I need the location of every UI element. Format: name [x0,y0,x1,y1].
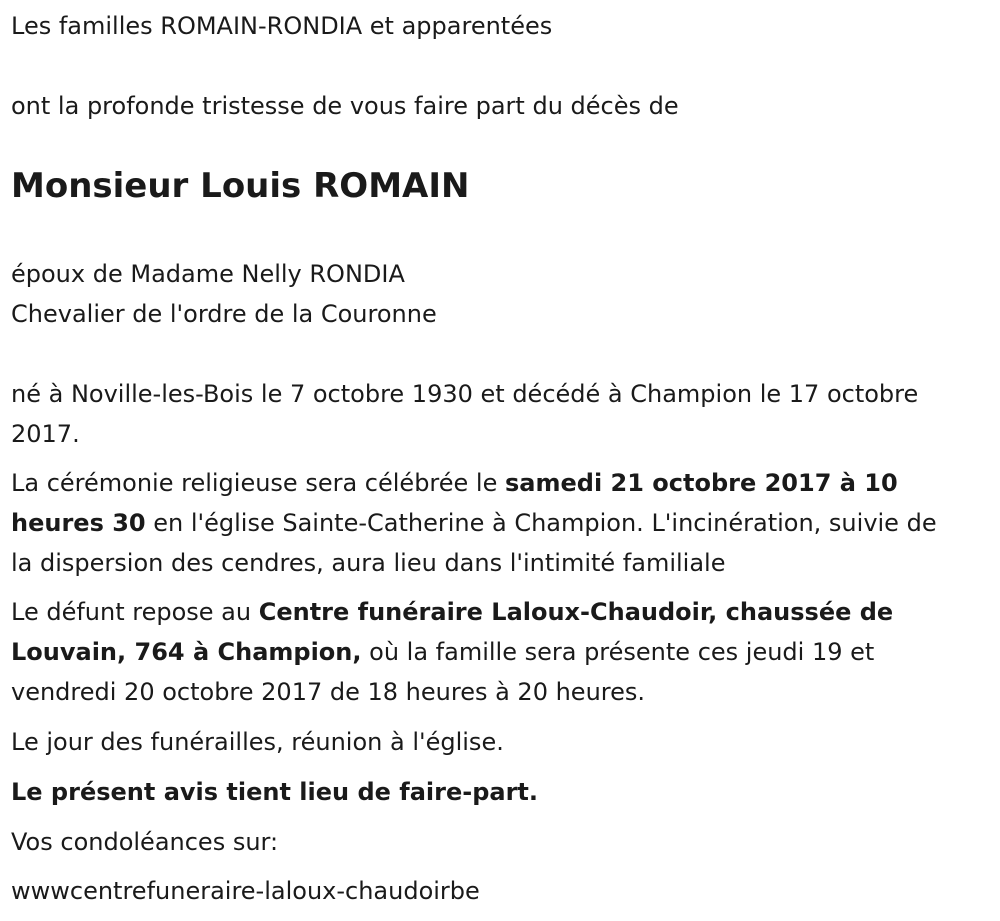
meeting-line: Le jour des funérailles, réunion à l'église. [11,728,504,756]
repose-paragraph [11,592,961,712]
repose-suffix: où la famille sera présente ces jeudi 19 et vendredi 20 octobre 2017 de 18 heures à 20 heures. [11,638,875,706]
notice-statement: Le présent avis tient lieu de faire-part. [11,778,539,806]
spouse-line: époux de Madame Nelly RONDIA [11,260,405,288]
deceased-name: Monsieur Louis ROMAIN [11,166,470,206]
ceremony-date: samedi 21 octobre 2017 à 10 heures 30 [11,469,898,537]
birth-death-paragraph: né à Noville-les-Bois le 7 octobre 1930 et décédé à Champion le 17 octobre 2017. [11,380,919,448]
ceremony-paragraph [11,463,961,583]
ceremony-suffix: en l'église Sainte-Catherine à Champion. L'incinération, suivie de la dispersion des cendres, aura lieu dans l'intimité familiale [11,509,937,577]
website-link[interactable]: wwwcentrefuneraire-laloux-chaudoirbe [11,877,480,905]
families-line: Les familles ROMAIN-RONDIA et apparentées [11,12,553,40]
repose-place: Centre funéraire Laloux-Chaudoir, chaussée de Louvain, 764 à Champion, [11,598,894,666]
repose-prefix: Le défunt repose au [11,598,259,626]
ceremony-prefix: La cérémonie religieuse sera célébrée le [11,469,505,497]
condolences-label: Vos condoléances sur: [11,828,279,856]
announcement-line: ont la profonde tristesse de vous faire part du décès de [11,92,679,120]
honor-line: Chevalier de l'ordre de la Couronne [11,300,437,328]
